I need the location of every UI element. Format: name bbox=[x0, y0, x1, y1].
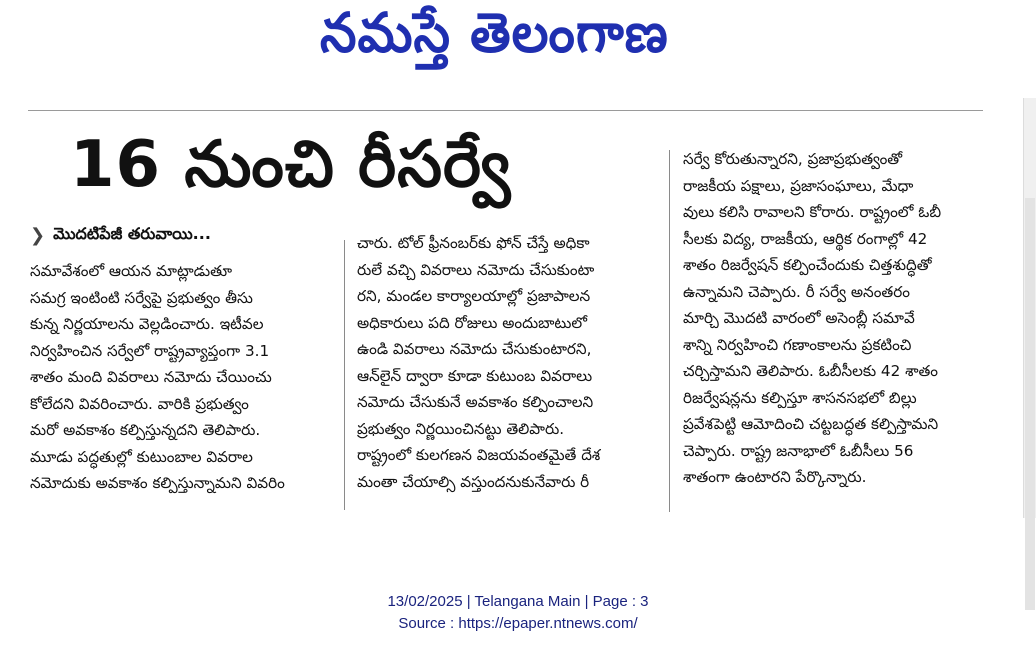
column-line: కున్న నిర్ణయాలను వెల్లడించారు. ఇటీవల bbox=[30, 315, 264, 333]
column-line: మార్చి మొదటి వారంలో అసెంబ్లీ సమావే bbox=[683, 309, 915, 327]
column-line: నిర్వహించిన సర్వేలో రాష్ట్రవ్యాప్తంగా 3.1 bbox=[30, 341, 270, 360]
column-line: ఉండి వివరాలు నమోదు చేసుకుంటారని, bbox=[357, 340, 592, 358]
scrollbar[interactable] bbox=[1023, 98, 1036, 518]
top-divider bbox=[28, 110, 983, 111]
column-line: శాతం రిజర్వేషన్ కల్పించేందుకు చిత్తశుద్ధితో bbox=[683, 256, 932, 274]
column-line: రని, మండల కార్యాలయాల్లో ప్రజాపాలన bbox=[357, 287, 591, 305]
column-divider bbox=[344, 240, 345, 510]
continued-label: మొదటిపేజీ తరువాయి... bbox=[53, 224, 211, 243]
masthead bbox=[0, 0, 1036, 80]
column-line: నమోదు చేసుకునే అవకాశం కల్పించాలని bbox=[357, 393, 594, 411]
column-line: ఆన్‌లైన్ ద్వారా కూడా కుటుంబ వివరాలు bbox=[357, 366, 593, 385]
column-line: సమగ్ర ఇంటింటి సర్వేపై ప్రభుత్వం తీసు bbox=[30, 288, 253, 307]
column-line: కోలేదని వివరించారు. వారికి ప్రభుత్వం bbox=[30, 394, 249, 413]
article-column-3 bbox=[683, 146, 985, 491]
column-divider bbox=[669, 150, 670, 512]
column-line: రులే వచ్చి వివరాలు నమోదు చేసుకుంటా bbox=[357, 260, 595, 279]
column-line: మంతా చేయాల్సి వస్తుందనుకునేవారు రీ bbox=[357, 472, 590, 491]
column-line: చెప్పారు. రాష్ట్ర జనాభాలో ఓబీసీలు 56 bbox=[683, 441, 914, 460]
column-line: శాన్ని నిర్వహించి గణాంకాలను ప్రకటించి bbox=[683, 335, 912, 354]
column-line: రిజర్వేషన్లను కల్పిస్తూ శాసనసభలో బిల్లు bbox=[683, 388, 917, 407]
column-line: సమావేశంలో ఆయన మాట్లాడుతూ bbox=[30, 262, 233, 280]
column-line: సర్వే కోరుతున్నారని, ప్రజాప్రభుత్వంతో bbox=[683, 150, 903, 168]
column-line: చర్చిస్తామని తెలిపారు. ఓబీసీలకు 42 శాతం bbox=[683, 362, 938, 380]
scrollbar-thumb[interactable] bbox=[1025, 198, 1035, 610]
article-headline: 16 నుంచి రీసర్వే bbox=[70, 128, 512, 202]
column-line: చారు. టోల్ ఫ్రీనంబర్‌కు ఫోన్ చేస్తే అధికా bbox=[357, 234, 590, 252]
column-line: శాతం మంది వివరాలు నమోదు చేయించు bbox=[30, 368, 272, 386]
continued-from-front-page bbox=[30, 224, 211, 247]
column-line: మూడు పద్ధతుల్లో కుటుంబాల వివరాల bbox=[30, 447, 253, 466]
column-line: ప్రవేశపెట్టి ఆమోదించి చట్టబద్ధత కల్పిస్తామని bbox=[683, 415, 939, 433]
article-column-2 bbox=[357, 230, 659, 495]
column-line: రాజకీయ పక్షాలు, ప్రజాసంఘాలు, మేధా bbox=[683, 176, 914, 195]
column-line: మరో అవకాశం కల్పిస్తున్నదని తెలిపారు. bbox=[30, 421, 261, 439]
column-line: శాతంగా ఉంటారని పేర్కొన్నారు. bbox=[683, 468, 867, 486]
article-column-1 bbox=[30, 258, 332, 497]
masthead-title: నమస్తే తెలంగాణ bbox=[320, 2, 669, 66]
column-line: ఉన్నామని చెప్పారు. రీ సర్వే అనంతరం bbox=[683, 282, 910, 301]
column-line: ప్రభుత్వం నిర్ణయించినట్టు తెలిపారు. bbox=[357, 419, 565, 438]
column-line: నమోదుకు అవకాశం కల్పిస్తున్నామని వివరిం bbox=[30, 474, 285, 492]
column-line: అధికారులు పది రోజులు అందుబాటులో bbox=[357, 313, 587, 332]
column-line: సీలకు విద్య, రాజకీయ, ఆర్థిక రంగాల్లో 42 bbox=[683, 229, 928, 248]
footer-source: Source : https://epaper.ntnews.com/ bbox=[398, 615, 638, 632]
footer-edition-info: 13/02/2025 | Telangana Main | Page : 3 bbox=[387, 593, 649, 610]
column-line: వులు కలిసి రావాలని కోరారు. రాష్ట్రంలో ఓబీ bbox=[683, 203, 942, 221]
column-line: రాష్ట్రంలో కులగణన విజయవంతమైతే దేశ bbox=[357, 446, 601, 464]
chevron-right-icon: ❯ bbox=[30, 225, 46, 246]
